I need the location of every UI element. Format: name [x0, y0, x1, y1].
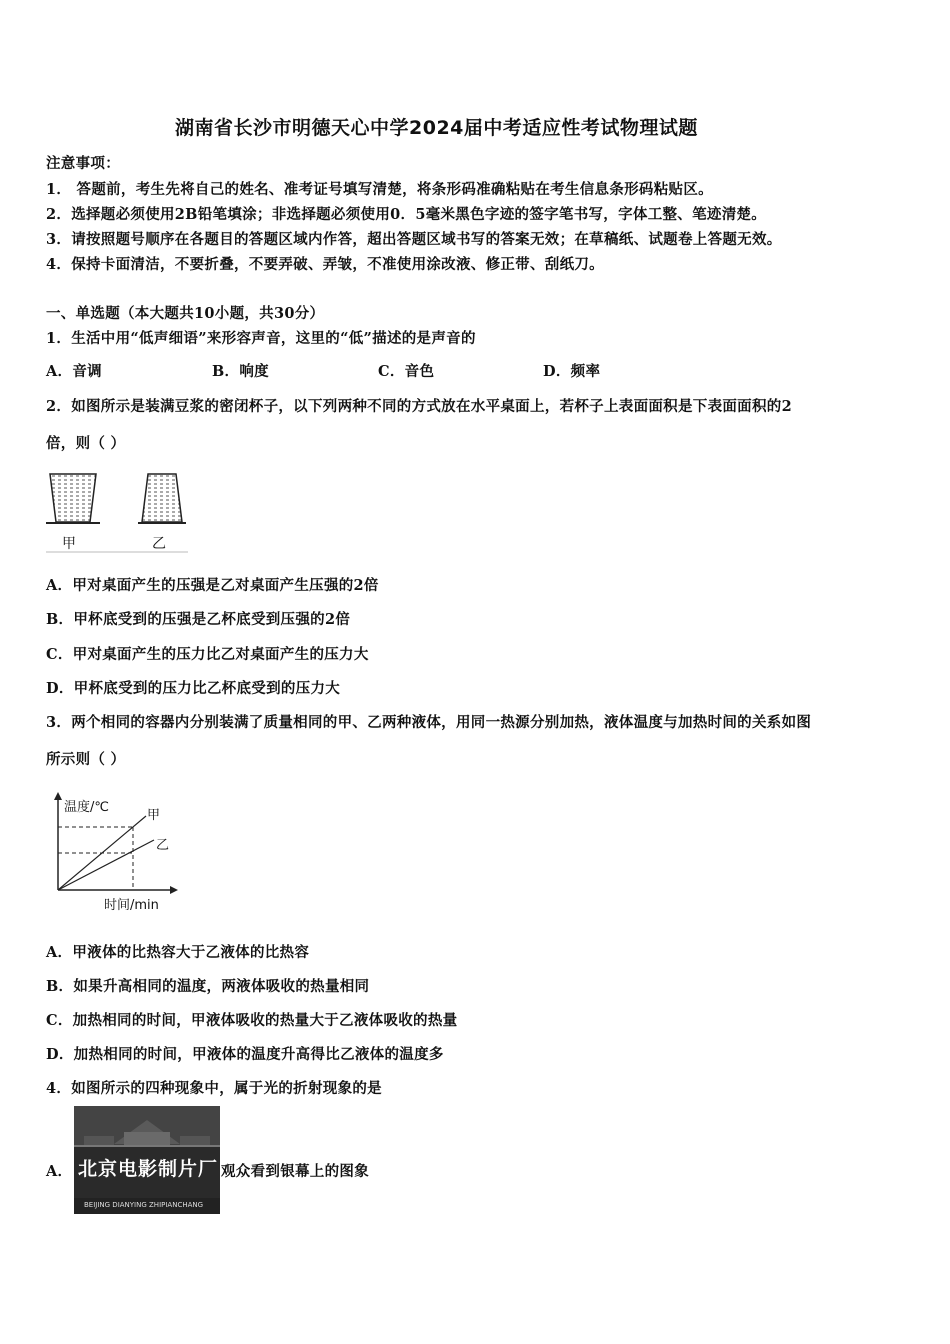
logo-sub-text: BEIJING DIANYING ZHIPIANCHANG: [84, 1201, 204, 1209]
q1-option-d: D．频率: [543, 363, 601, 380]
film-studio-logo-image: [74, 1106, 220, 1214]
line-yi: [58, 840, 154, 890]
q2-option-d: D．甲杯底受到的压力比乙杯底受到的压力大: [46, 680, 341, 697]
temperature-time-graph: [46, 790, 186, 915]
q4-option-a-label: A．: [46, 1163, 73, 1180]
page-title: 湖南省长沙市明德天心中学2024届中考适应性考试物理试题: [175, 117, 698, 139]
q1-option-c: C．音色: [378, 363, 435, 380]
q3-stem-line2: 所示则（ ）: [46, 751, 126, 768]
cup-yi: [138, 474, 186, 523]
q3-stem-line1: 3．两个相同的容器内分别装满了质量相同的甲、乙两种液体，用同一热源分别加热，液体温度与加热时间的关系如图: [46, 714, 812, 731]
q2-stem-line1: 2．如图所示是装满豆浆的密闭杯子，以下列两种不同的方式放在水平桌面上，若杯子上表面面积是下表面面积的2: [46, 398, 792, 415]
q1-stem: 1．生活中用“低声细语”来形容声音，这里的“低”描述的是声音的: [46, 330, 476, 347]
cups-figure: [46, 470, 188, 554]
q2-option-a: A．甲对桌面产生的压强是乙对桌面产生压强的2倍: [46, 577, 379, 594]
cup-jia: [46, 474, 100, 523]
q4-stem: 4．如图所示的四种现象中，属于光的折射现象的是: [46, 1080, 382, 1097]
notice-item-3: 3．请按照题号顺序在各题目的答题区域内作答，超出答题区域书写的答案无效；在草稿纸、试题卷上答题无效。: [46, 231, 782, 248]
graph-ylabel: 温度/℃: [64, 800, 109, 815]
logo-main-text: 北京电影制片厂: [78, 1158, 219, 1180]
cup-label-jia: 甲: [62, 536, 76, 552]
q1-option-b: B．响度: [212, 363, 269, 380]
q3-option-a: A．甲液体的比热容大于乙液体的比热容: [46, 944, 310, 961]
q3-option-d: D．加热相同的时间，甲液体的温度升高得比乙液体的温度多: [46, 1046, 444, 1063]
x-axis-arrow: [170, 886, 178, 894]
section-heading: 一、单选题（本大题共10小题，共30分）: [46, 305, 325, 322]
y-axis-arrow: [54, 792, 62, 800]
notice-item-2: 2．选择题必须使用2B铅笔填涂；非选择题必须使用0．5毫米黑色字迹的签字笔书写，字体工整、笔迹清楚。: [46, 206, 767, 223]
notice-item-4: 4．保持卡面清洁，不要折叠，不要弄破、弄皱，不准使用涂改液、修正带、刮纸刀。: [46, 256, 604, 273]
q4-option-a-text: 观众看到银幕上的图象: [221, 1163, 369, 1180]
graph-xlabel: 时间/min: [104, 898, 159, 913]
cup-label-yi: 乙: [152, 536, 166, 552]
notice-item-1: 1． 答题前，考生先将自己的姓名、准考证号填写清楚，将条形码准确粘贴在考生信息条形码粘贴区。: [46, 181, 713, 198]
graph-label-jia: 甲: [147, 808, 161, 823]
q2-option-c: C．甲对桌面产生的压力比乙对桌面产生的压力大: [46, 646, 369, 663]
q2-stem-line2: 倍，则（ ）: [46, 435, 126, 452]
graph-label-yi: 乙: [156, 838, 170, 853]
q1-option-a: A．音调: [46, 363, 102, 380]
q3-option-c: C．加热相同的时间，甲液体吸收的热量大于乙液体吸收的热量: [46, 1012, 458, 1029]
q3-option-b: B．如果升高相同的温度，两液体吸收的热量相同: [46, 978, 370, 995]
q2-option-b: B．甲杯底受到的压强是乙杯底受到压强的2倍: [46, 611, 351, 628]
notice-heading: 注意事项：: [46, 155, 120, 172]
